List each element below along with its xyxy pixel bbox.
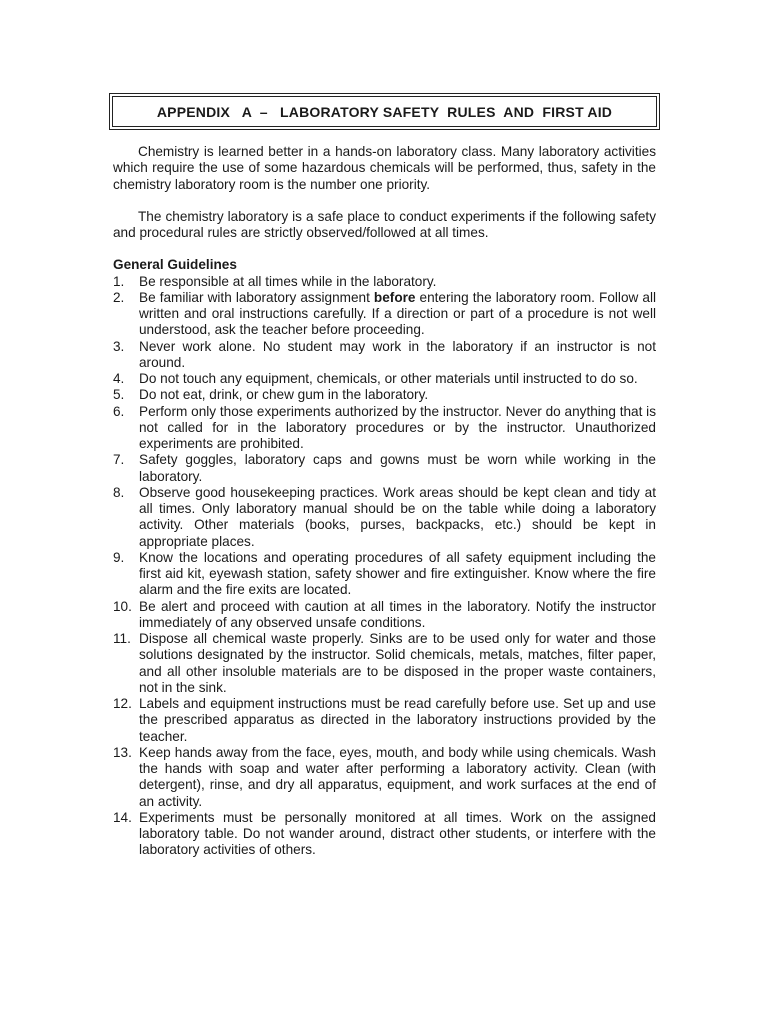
guideline-text-container [139,371,638,386]
guideline-text-container [139,387,428,402]
guideline-number: 11. [113,631,131,646]
guideline-number: 12. [113,696,132,711]
guideline-text: Labels and equipment instructions must be read carefully before use. Set up and use the prescribed apparatus as directed in the laboratory instructions provided by the teacher. [139,696,656,744]
guideline-text: Be alert and proceed with caution at all times in the laboratory. Notify the instructor immediately of any observed unsafe conditions. [139,598,656,630]
guideline-item [113,599,656,632]
guideline-text-container [139,599,656,630]
guideline-text-pre: Be familiar with laboratory assignment [139,289,374,305]
guideline-item [113,745,656,810]
guideline-number: 2. [113,289,125,305]
guideline-text-container [139,550,656,598]
intro-paragraph-2: The chemistry laboratory is a safe place to conduct experiments if the following safety and procedural rules are strictly observed/followed at all times. [113,208,656,240]
guideline-item [113,274,656,290]
guideline-text: Be responsible at all times while in the laboratory. [139,273,437,289]
guideline-item [113,371,656,387]
guideline-item [113,696,656,745]
section-heading: General Guidelines [113,257,237,273]
guideline-text: Perform only those experiments authorized by the instructor. Never do anything that is not called for in the laboratory procedures or by the instructor. Unauthorized experiments are prohibited. [139,403,656,451]
guideline-item [113,810,656,859]
guideline-text: Know the locations and operating procedures of all safety equipment including the first aid kit, eyewash station, safety shower and fire extinguisher. Know where the fire alarm and the fire exits are located. [139,549,656,598]
guideline-number: 1. [113,273,125,289]
guideline-number: 10. [113,598,132,614]
guideline-text: Never work alone. No student may work in the laboratory if an instructor is not around. [139,338,656,370]
guideline-text: Keep hands away from the face, eyes, mouth, and body while using chemicals. Wash the hands with soap and water after performing a laboratory activity. Clean (with detergent), rinse, and dry all apparatus, equipment, and work surfaces at the end of an activity. [139,744,656,809]
document-body [113,144,656,859]
guideline-text-container [139,485,656,549]
guideline-text-container [139,745,656,809]
guideline-text-container [139,290,656,338]
guideline-item [113,404,656,453]
guideline-text-container [139,810,656,858]
guideline-text: Do not touch any equipment, chemicals, or other materials until instructed to do so. [139,371,638,386]
guideline-number: 6. [113,403,125,419]
guideline-text-container [139,339,656,370]
guideline-number: 14. [113,809,132,825]
intro-paragraph-1: Chemistry is learned better in a hands-on laboratory class. Many laboratory activities which require the use of some hazardous chemicals will be performed, thus, safety in the chemistry laboratory room is the number one priority. [113,144,656,192]
guideline-item [113,387,656,403]
guideline-text-container [139,274,436,289]
page-title: APPENDIX A – LABORATORY SAFETY RULES AND FIRST AID [156,103,613,120]
guideline-text-container [139,631,656,695]
guideline-number: 5. [113,387,125,403]
guidelines-list [113,274,656,859]
title-box [109,93,660,130]
guideline-item [113,290,656,339]
guideline-item [113,631,656,696]
guideline-number: 13. [113,744,132,760]
guideline-text-emphasis: before [373,289,416,305]
guideline-text: Dispose all chemical waste properly. Sinks are to be used only for water and those solutions designated by the instructor. Solid chemicals, metals, matches, filter paper, and all other insoluble materials are to be disposed in the proper waste containers, not in the sink. [139,631,656,695]
guideline-item [113,550,656,599]
guideline-text-container [139,452,656,483]
guideline-number: 4. [113,371,125,386]
guideline-number: 3. [113,338,125,354]
guideline-item [113,339,656,372]
guideline-number: 9. [113,549,125,565]
guideline-text-container [139,404,656,452]
guideline-text-container [139,696,656,744]
guideline-number: 8. [113,484,125,500]
guideline-text: Safety goggles, laboratory caps and gowns must be worn while working in the laboratory. [139,452,656,484]
guideline-number: 7. [113,452,125,468]
guideline-text: Experiments must be personally monitored at all times. Work on the assigned laboratory table. Do not wander around, distract other students, or interfere with the laboratory activities of others. [139,809,656,858]
guideline-item [113,452,656,485]
guideline-text: Observe good housekeeping practices. Work areas should be kept clean and tidy at all times. Only laboratory manual should be on the table while doing a laboratory activity. Other materials (books, purses, backpacks, etc.) should be kept in appropriate places. [139,484,656,549]
guideline-text: entering the laboratory room. Follow all written and oral instructions carefully. If a direction or part of a procedure is not well understood, ask the teacher before proceeding. [139,289,656,338]
guideline-text: Do not eat, drink, or chew gum in the laboratory. [139,387,429,403]
guideline-item [113,485,656,550]
